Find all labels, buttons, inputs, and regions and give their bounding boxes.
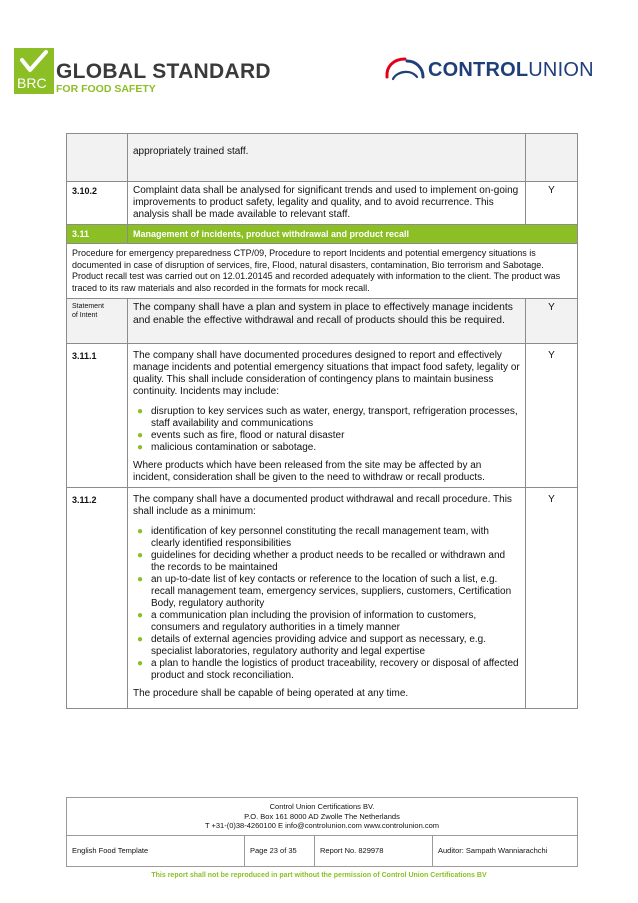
list-item: ● identification of key personnel constituting the recall management team, with clearly identified responsibilities [137,526,489,549]
footer-info-row [67,835,578,866]
procedure-note-2: Product recall test was carried out on 12.01.20145 and recorded adequately with information to the client. The product was traced to its raw materials and also recorded in the formats for mock recall. [72,271,561,293]
bullet-icon: ● [137,658,144,669]
result-cell: Y [526,299,578,344]
section-number: 3.11 [67,225,128,244]
list-item: ● a plan to handle the logistics of product traceability, recovery or disposal of affected product and stock reconciliation. [137,658,519,681]
footer-page-number: Page 23 of 35 [245,835,315,866]
brc-logo [14,48,54,94]
footer-contact: T +31-(0)38-4260100 E info@controlunion.com www.controlunion.com [204,821,440,830]
clause-intro: The company shall have documented procedures designed to report and effectively manage incidents and potential emergency situations that impact food safety, legality or quality. This shall include consideration of contingency plans to maintain business continuity. Incidents may include: [133,350,520,397]
footer-company: Control Union Certifications BV. [269,802,375,811]
section-title: Management of incidents, product withdrawal and product recall [128,225,578,244]
intent-text: The company shall have a plan and system in place to effectively manage incidents and enable the effective withdrawal and recall of products should this be required. [128,299,526,344]
brc-title: GLOBAL STANDARD [56,60,271,83]
bullet-icon: ● [137,550,144,561]
bullet-icon: ● [137,442,144,453]
cu-title-bold: CONTROL [428,59,529,81]
footer-report-number: Report No. 829978 [315,835,433,866]
table-row-3-10-2 [67,182,578,225]
result-cell: Y [526,182,578,225]
procedure-note-1: Procedure for emergency preparedness CTP/09, Procedure to report Incidents and potential emergency situations is documented in case of disruption of services, fire, Flood, natural disasters, contamination, Bio terrorism and Sabotage. [72,248,544,270]
result-cell: Y [526,344,578,488]
list-item: ● a communication plan including the provision of information to customers, consumers and regulatory authorities in a timely manner [137,610,477,633]
clause-bullet-list [133,406,520,454]
list-item: ● details of external agencies providing advice and support as necessary, e.g. specialist laboratories, regulatory authority and legal expertise [137,634,487,657]
prev-row-text: appropriately trained staff. [128,134,526,182]
bullet-icon: ● [137,574,144,585]
brc-subtitle: FOR FOOD SAFETY [56,83,156,95]
statement-of-intent-row [67,299,578,344]
procedure-notes-row [67,244,578,299]
list-item: ● guidelines for deciding whether a product needs to be recalled or withdrawn and the records to be maintained [137,550,506,573]
footer-address: P.O. Box 161 8000 AD Zwolle The Netherlands [244,811,400,821]
list-item: ● disruption to key services such as water, energy, transport, refrigeration processes, staff availability and communications [137,406,518,429]
clause-text: Complaint data shall be analysed for significant trends and used to implement on-going improvements to product safety, legality and quality, and to avoid recurrence. This analysis shall be made available to relevant staff. [128,182,526,225]
bullet-icon: ● [137,526,144,537]
clause-number: 3.11.1 [67,344,128,488]
clause-intro: The company shall have a documented product withdrawal and recall procedure. This shall include as a minimum: [133,494,512,517]
clause-number: 3.11.2 [67,488,128,709]
table-row-3-11-2 [67,488,578,709]
footer-address-row [67,798,578,836]
svg-text:BRC: BRC [17,75,47,91]
clause-outro: Where products which have been released from the site may be affected by an incident, consideration shall be given to the need to withdraw or recall products. [133,460,485,483]
footer-disclaimer: This report shall not be reproduced in part without the permission of Control Union Certifications BV [151,872,487,879]
clause-bullet-list [133,526,520,682]
audit-table [66,133,578,709]
cu-title-light: UNION [528,59,594,81]
intent-label: Statement of Intent [67,299,128,344]
result-cell: Y [526,488,578,709]
table-row-3-11-1 [67,344,578,488]
list-item: ● events such as fire, flood or natural disaster [137,430,345,441]
footer-template: English Food Template [67,835,245,866]
footer-table [66,797,578,867]
clause-outro: The procedure shall be capable of being operated at any time. [133,688,409,699]
bullet-icon: ● [137,406,144,417]
clause-number: 3.10.2 [67,182,128,225]
footer-auditor: Auditor: Sampath Wanniarachchi [433,835,578,866]
bullet-icon: ● [137,610,144,621]
bullet-icon: ● [137,634,144,645]
bullet-icon: ● [137,430,144,441]
section-header-row [67,225,578,244]
control-union-logo-icon [383,55,427,85]
list-item: ● malicious contamination or sabotage. [137,442,317,453]
control-union-title [428,59,594,82]
list-item: ● an up-to-date list of key contacts or reference to the location of such a list, e.g. recall management team, emergency services, suppliers, customers, Certification Body, regulatory authority [137,574,512,609]
table-row-prev [67,134,578,182]
